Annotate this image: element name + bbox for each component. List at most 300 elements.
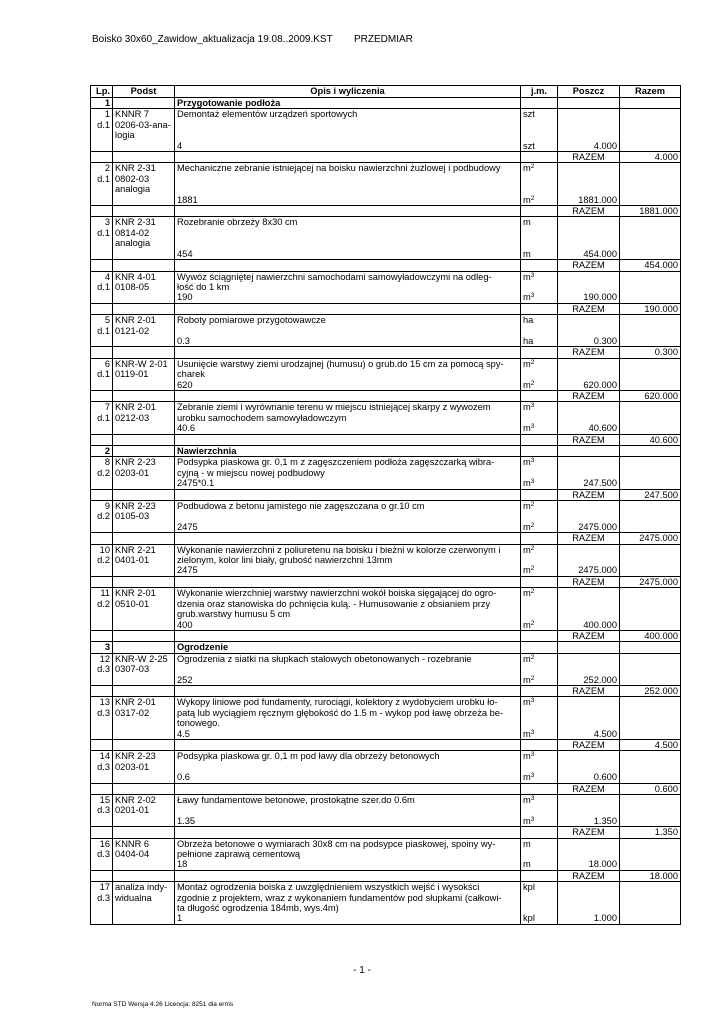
section-number: 1 [91, 98, 113, 109]
calc-razem [620, 423, 681, 434]
calc-razem [620, 620, 681, 631]
item-description: Obrzeża betonowe o wymiarach 30x8 cm na podsypce piaskowej, spoiny wy- [175, 838, 521, 849]
calc-podst [113, 859, 175, 870]
razem-jm [521, 783, 558, 794]
item-description: Ławy fundamentowe betonowe, prostokątne szer.do 0.6m [175, 795, 521, 806]
item-description: Zebranie ziemi i wyrównanie terenu w miejscu istniejącej skarpy z wywozem [175, 402, 521, 413]
item-lp [91, 184, 113, 194]
item-poszcz-empty [558, 697, 620, 708]
calc-row [91, 913, 681, 924]
item-podst: analogia [113, 184, 175, 194]
section-jm [521, 98, 558, 109]
calc-poszcz: 1.000 [558, 913, 620, 924]
razem-label: RAZEM [558, 152, 620, 163]
razem-row [91, 827, 681, 838]
section-podst [113, 642, 175, 653]
item-row [91, 271, 681, 282]
razem-label: RAZEM [558, 630, 620, 641]
razem-row [91, 434, 681, 445]
calc-lp [91, 423, 113, 434]
calc-poszcz: 4.500 [558, 729, 620, 740]
item-lp: 3 [91, 217, 113, 228]
calc-podst [113, 141, 175, 152]
calc-lp [91, 336, 113, 347]
item-podst: analogia [113, 238, 175, 248]
item-description: Wywóz ściągniętej nawierzchni samochodami samowyładowczymi na odleg- [175, 271, 521, 282]
calc-expression: 252 [175, 675, 521, 686]
item-row [91, 315, 681, 326]
item-unit [521, 326, 558, 336]
section-razem [620, 446, 681, 457]
item-razem-empty [620, 805, 681, 815]
calc-expression: 190 [175, 292, 521, 303]
item-razem-empty [620, 238, 681, 248]
razem-jm [521, 533, 558, 544]
calc-row [91, 772, 681, 783]
page-number: - 1 - [353, 965, 371, 976]
item-razem-empty [620, 184, 681, 194]
item-description: Wykopy liniowe pod fundamenty, rurociągi, kolektory z wydobyciem urobku ło- [175, 697, 521, 708]
item-row [91, 282, 681, 292]
item-poszcz-empty [558, 609, 620, 619]
calc-poszcz: 0.600 [558, 772, 620, 783]
item-lp: d.2 [91, 468, 113, 478]
item-row [91, 849, 681, 859]
calc-podst [113, 292, 175, 303]
calc-expression: 4 [175, 141, 521, 152]
item-razem-empty [620, 838, 681, 849]
calc-podst [113, 380, 175, 391]
item-row [91, 402, 681, 413]
razem-value: 190.000 [620, 303, 681, 314]
calc-poszcz: 2475.000 [558, 565, 620, 576]
item-description: zielonym, kolor lini biały, grubość nawierzchni 13mm [175, 555, 521, 565]
calc-expression: 2475 [175, 522, 521, 533]
calc-expression: 1881 [175, 195, 521, 206]
item-podst: 0121-02 [113, 326, 175, 336]
razem-jm [521, 303, 558, 314]
item-description: pełnione zaprawą cementową [175, 849, 521, 859]
calc-row [91, 249, 681, 260]
razem-podst [113, 827, 175, 838]
item-podst: KNNR 7 [113, 109, 175, 120]
calc-row [91, 729, 681, 740]
item-lp: 16 [91, 838, 113, 849]
item-lp: 15 [91, 795, 113, 806]
item-razem-empty [620, 708, 681, 718]
section-poszcz [558, 98, 620, 109]
item-row [91, 228, 681, 238]
razem-lp [91, 827, 113, 838]
item-razem-empty [620, 282, 681, 292]
item-razem-empty [620, 555, 681, 565]
item-unit [521, 805, 558, 815]
item-unit [521, 708, 558, 718]
item-unit [521, 238, 558, 248]
item-lp: d.3 [91, 893, 113, 903]
calc-poszcz: 400.000 [558, 620, 620, 631]
item-podst: KNR 2-23 [113, 501, 175, 512]
item-lp: d.1 [91, 282, 113, 292]
calc-unit: $m^2$ [521, 522, 558, 533]
item-row [91, 751, 681, 762]
razem-value: 1881.000 [620, 206, 681, 217]
calc-unit: $m^2$ [521, 565, 558, 576]
razem-lp [91, 390, 113, 401]
item-razem-empty [620, 468, 681, 478]
item-razem-empty [620, 653, 681, 664]
item-razem-empty [620, 609, 681, 619]
razem-jm [521, 827, 558, 838]
razem-label: RAZEM [558, 390, 620, 401]
item-description [175, 228, 521, 238]
calc-razem [620, 772, 681, 783]
razem-jm [521, 489, 558, 500]
item-unit [521, 903, 558, 913]
item-podst: 0203-01 [113, 762, 175, 772]
item-lp: 1 [91, 109, 113, 120]
razem-podst [113, 685, 175, 696]
item-poszcz-empty [558, 271, 620, 282]
calc-razem [620, 249, 681, 260]
item-row [91, 664, 681, 674]
item-poszcz-empty [558, 664, 620, 674]
razem-row [91, 783, 681, 794]
razem-row [91, 685, 681, 696]
item-podst: KNNR 6 [113, 838, 175, 849]
razem-opis [175, 390, 521, 401]
item-podst: 0404-04 [113, 849, 175, 859]
item-unit [521, 599, 558, 609]
item-description: patą lub wyciągiem ręcznym głębokość do 1.5 m - wykop pod ławę obrzeża be- [175, 708, 521, 718]
razem-lp [91, 303, 113, 314]
item-unit [521, 130, 558, 140]
razem-jm [521, 260, 558, 271]
razem-opis [175, 827, 521, 838]
razem-jm [521, 870, 558, 881]
item-razem-empty [620, 588, 681, 599]
razem-row [91, 206, 681, 217]
razem-row [91, 260, 681, 271]
razem-label: RAZEM [558, 206, 620, 217]
item-description: charek [175, 369, 521, 379]
razem-opis [175, 489, 521, 500]
calc-poszcz: 0.300 [558, 336, 620, 347]
calc-row [91, 816, 681, 827]
calc-row [91, 675, 681, 686]
item-podst: 0201-01 [113, 805, 175, 815]
item-razem-empty [620, 413, 681, 423]
item-podst: 0510-01 [113, 599, 175, 609]
item-description [175, 511, 521, 521]
calc-podst [113, 565, 175, 576]
razem-value: 454.000 [620, 260, 681, 271]
item-razem-empty [620, 599, 681, 609]
item-poszcz-empty [558, 511, 620, 521]
item-lp: 4 [91, 271, 113, 282]
section-title: Nawierzchnia [175, 446, 521, 457]
item-razem-empty [620, 457, 681, 468]
calc-poszcz: 1881.000 [558, 195, 620, 206]
item-podst: 0119-01 [113, 369, 175, 379]
item-unit [521, 511, 558, 521]
razem-opis [175, 783, 521, 794]
calc-lp [91, 620, 113, 631]
razem-opis [175, 434, 521, 445]
calc-unit: szt [521, 141, 558, 152]
razem-row [91, 347, 681, 358]
item-poszcz-empty [558, 903, 620, 913]
item-row [91, 795, 681, 806]
item-podst [113, 718, 175, 728]
item-lp: 8 [91, 457, 113, 468]
item-lp: d.2 [91, 511, 113, 521]
item-podst: 0401-01 [113, 555, 175, 565]
item-poszcz-empty [558, 238, 620, 248]
item-podst: 0108-05 [113, 282, 175, 292]
item-razem-empty [620, 762, 681, 772]
item-lp: 17 [91, 882, 113, 893]
razem-row [91, 576, 681, 587]
calc-unit: kpl [521, 913, 558, 924]
software-footer: Norma STD Wersja 4.26 Licencja: 8251 dla erms [92, 1001, 234, 1008]
item-description: Wykonanie nawierzchni z poliuretenu na boisku i bieżni w kolorze czerwonym i [175, 544, 521, 555]
calc-lp [91, 292, 113, 303]
razem-lp [91, 347, 113, 358]
item-poszcz-empty [558, 718, 620, 728]
item-podst: 0212-03 [113, 413, 175, 423]
calc-row [91, 620, 681, 631]
razem-podst [113, 870, 175, 881]
razem-value: 620.000 [620, 390, 681, 401]
razem-opis [175, 533, 521, 544]
calc-expression: 0.6 [175, 772, 521, 783]
calc-poszcz: 4.000 [558, 141, 620, 152]
razem-value: 1.350 [620, 827, 681, 838]
item-unit: $m^3$ [521, 271, 558, 282]
col-header-razem: Razem [620, 86, 681, 98]
item-poszcz-empty [558, 228, 620, 238]
item-row [91, 599, 681, 609]
item-poszcz-empty [558, 120, 620, 130]
item-unit: $m^2$ [521, 544, 558, 555]
razem-label: RAZEM [558, 347, 620, 358]
item-lp [91, 238, 113, 248]
item-unit: $m^3$ [521, 402, 558, 413]
item-description: Rozebranie obrzeży 8x30 cm [175, 217, 521, 228]
razem-value: 18.000 [620, 870, 681, 881]
item-description: grub.warstwy humusu 5 cm [175, 609, 521, 619]
item-poszcz-empty [558, 402, 620, 413]
calc-unit: $m^3$ [521, 423, 558, 434]
item-description: Montaż ogrodzenia boiska z uwzględnieniem wszystkich wejść i wysokści [175, 882, 521, 893]
calc-razem [620, 195, 681, 206]
item-podst: 0814-02 [113, 228, 175, 238]
item-razem-empty [620, 358, 681, 369]
item-razem-empty [620, 697, 681, 708]
razem-row [91, 152, 681, 163]
item-poszcz-empty [558, 326, 620, 336]
item-unit [521, 664, 558, 674]
item-lp: 14 [91, 751, 113, 762]
calc-expression: 1 [175, 913, 521, 924]
item-poszcz-empty [558, 501, 620, 512]
calc-lp [91, 522, 113, 533]
item-podst: KNR 2-31 [113, 163, 175, 174]
item-podst: widualna [113, 893, 175, 903]
item-unit: ha [521, 315, 558, 326]
item-razem-empty [620, 130, 681, 140]
item-poszcz-empty [558, 358, 620, 369]
razem-label: RAZEM [558, 783, 620, 794]
calc-razem [620, 478, 681, 489]
item-description [175, 326, 521, 336]
item-description: ta długość ogrodzenia 184mb, wys.4m) [175, 903, 521, 913]
item-podst: KNR 2-01 [113, 402, 175, 413]
calc-expression: 2475 [175, 565, 521, 576]
razem-podst [113, 533, 175, 544]
calc-unit: m [521, 859, 558, 870]
item-row [91, 217, 681, 228]
razem-opis [175, 152, 521, 163]
item-lp: d.3 [91, 762, 113, 772]
item-unit [521, 609, 558, 619]
calc-lp [91, 675, 113, 686]
item-description: zgodnie z projektem, wraz z wykonaniem fundamentów pod słupkami (całkowi- [175, 893, 521, 903]
razem-label: RAZEM [558, 576, 620, 587]
calc-podst [113, 620, 175, 631]
razem-podst [113, 434, 175, 445]
item-row [91, 762, 681, 772]
item-razem-empty [620, 511, 681, 521]
item-unit [521, 120, 558, 130]
item-row [91, 369, 681, 379]
item-podst: logia [113, 130, 175, 140]
calc-row [91, 292, 681, 303]
razem-lp [91, 434, 113, 445]
item-unit [521, 468, 558, 478]
item-poszcz-empty [558, 544, 620, 555]
calc-lp [91, 859, 113, 870]
razem-opis [175, 206, 521, 217]
item-poszcz-empty [558, 109, 620, 120]
calc-poszcz: 454.000 [558, 249, 620, 260]
razem-label: RAZEM [558, 827, 620, 838]
razem-jm [521, 206, 558, 217]
item-description: Podsypka piaskowa gr. 0,1 m z zagęszczeniem podłoża zagęszczarką wibra- [175, 457, 521, 468]
item-unit: $m^2$ [521, 501, 558, 512]
item-razem-empty [620, 501, 681, 512]
calc-podst [113, 522, 175, 533]
calc-expression: 40.6 [175, 423, 521, 434]
razem-row [91, 533, 681, 544]
calc-row [91, 522, 681, 533]
item-row [91, 708, 681, 718]
razem-opis [175, 739, 521, 750]
calc-unit: $m^3$ [521, 729, 558, 740]
razem-podst [113, 489, 175, 500]
item-description: Wykonanie wierzchniej warstwy nawierzchni wokół boiska sięgającej do ogro- [175, 588, 521, 599]
item-lp: 10 [91, 544, 113, 555]
item-description: łość do 1 km [175, 282, 521, 292]
item-unit: $m^3$ [521, 751, 558, 762]
razem-jm [521, 739, 558, 750]
table-body [91, 98, 681, 925]
item-razem-empty [620, 849, 681, 859]
item-poszcz-empty [558, 838, 620, 849]
item-row [91, 838, 681, 849]
item-description [175, 238, 521, 248]
calc-expression: 4.5 [175, 729, 521, 740]
calc-razem [620, 292, 681, 303]
calc-expression: 1.35 [175, 816, 521, 827]
calc-unit: $m^3$ [521, 816, 558, 827]
section-title: Przygotowanie podłoża [175, 98, 521, 109]
item-description: Demontaż elementów urządzeń sportowych [175, 109, 521, 120]
item-row [91, 718, 681, 728]
razem-jm [521, 576, 558, 587]
item-lp: 11 [91, 588, 113, 599]
calc-unit: ha [521, 336, 558, 347]
razem-lp [91, 870, 113, 881]
item-unit: $m^2$ [521, 163, 558, 174]
item-row [91, 238, 681, 248]
razem-opis [175, 260, 521, 271]
item-lp: 9 [91, 501, 113, 512]
razem-lp [91, 533, 113, 544]
item-lp: 7 [91, 402, 113, 413]
table-header-row [91, 86, 681, 98]
calc-lp [91, 195, 113, 206]
razem-lp [91, 576, 113, 587]
razem-label: RAZEM [558, 739, 620, 750]
item-lp: d.3 [91, 849, 113, 859]
calc-poszcz: 1.350 [558, 816, 620, 827]
razem-opis [175, 870, 521, 881]
section-row [91, 98, 681, 109]
item-poszcz-empty [558, 805, 620, 815]
section-title: Ogrodzenie [175, 642, 521, 653]
calc-podst [113, 336, 175, 347]
item-unit: $m^3$ [521, 457, 558, 468]
item-lp [91, 903, 113, 913]
item-podst: 0105-03 [113, 511, 175, 521]
item-unit: m [521, 838, 558, 849]
razem-value: 252.000 [620, 685, 681, 696]
item-row [91, 555, 681, 565]
section-podst [113, 446, 175, 457]
razem-lp [91, 489, 113, 500]
item-razem-empty [620, 326, 681, 336]
razem-podst [113, 260, 175, 271]
item-lp: d.2 [91, 599, 113, 609]
calc-razem [620, 141, 681, 152]
item-poszcz-empty [558, 413, 620, 423]
item-lp: d.1 [91, 120, 113, 130]
item-row [91, 413, 681, 423]
razem-lp [91, 206, 113, 217]
item-row [91, 893, 681, 903]
item-lp: d.1 [91, 228, 113, 238]
item-unit: m [521, 217, 558, 228]
calc-poszcz: 190.000 [558, 292, 620, 303]
calc-lp [91, 249, 113, 260]
item-razem-empty [620, 751, 681, 762]
item-description [175, 184, 521, 194]
calc-lp [91, 141, 113, 152]
item-unit [521, 413, 558, 423]
calc-expression: 620 [175, 380, 521, 391]
